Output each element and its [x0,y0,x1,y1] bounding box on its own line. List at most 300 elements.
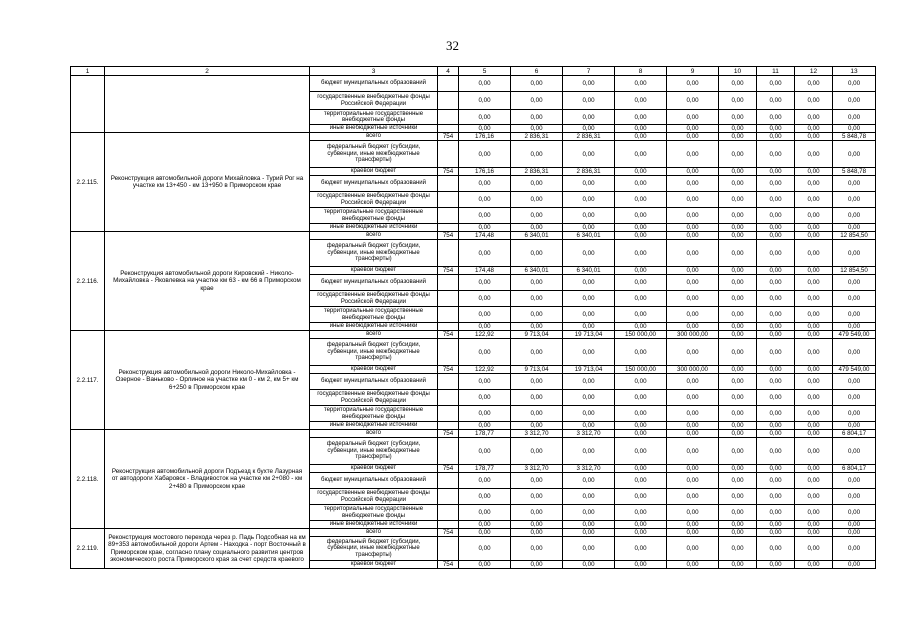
value-cell: 0,00 [615,465,667,473]
table-row [71,133,876,141]
value-cell: 0,00 [615,406,667,422]
value-cell: 0,00 [511,224,563,232]
value-cell: 0,00 [563,473,615,489]
value-cell: 0,00 [795,133,833,141]
header-cell: 10 [719,67,757,76]
funding-source: государственные внебюджетные фонды Российской Федерации [310,489,438,505]
value-cell: 0,00 [795,110,833,125]
code-cell [438,323,459,331]
value-cell: 3 312,70 [563,430,615,438]
item-name: Реконструкция автомобильной дороги Кировский - Николо-Михайловка - Яковлевка на участке км 63 - км 66 в Приморском крае [105,232,310,331]
value-cell: 0,00 [795,331,833,339]
value-cell: 0,00 [459,92,511,110]
header-cell: 9 [667,67,719,76]
funding-source: бюджет муниципальных образований [310,473,438,489]
value-cell: 0,00 [757,232,795,240]
code-cell: 754 [438,168,459,176]
value-cell: 0,00 [459,224,511,232]
value-cell: 0,00 [667,465,719,473]
value-cell: 2 836,31 [511,133,563,141]
item-name: Реконструкция автомобильной дороги Подъезд к бухте Лазурная от автодороги Хабаровск - Владивосток на участке км 2+080 - км 2+480 в Приморском крае [105,430,310,529]
value-cell: 3 312,70 [563,465,615,473]
value-cell: 0,00 [757,406,795,422]
funding-source: федеральный бюджет (субсидии, субвенции, иные межбюджетные трансферты) [310,537,438,561]
value-cell: 0,00 [719,465,757,473]
item-number: 2.2.117. [71,331,105,430]
value-cell: 0,00 [795,275,833,291]
value-cell: 0,00 [795,76,833,92]
value-cell: 479 549,00 [833,366,876,374]
value-cell: 0,00 [719,92,757,110]
value-cell: 122,92 [459,331,511,339]
value-cell: 0,00 [795,406,833,422]
funding-source: иные внебюджетные источники [310,422,438,430]
value-cell: 0,00 [563,505,615,521]
code-cell [438,422,459,430]
value-cell: 0,00 [667,76,719,92]
value-cell: 0,00 [833,141,876,168]
value-cell: 0,00 [563,561,615,569]
value-cell: 0,00 [833,224,876,232]
value-cell: 6 804,17 [833,465,876,473]
value-cell: 0,00 [833,529,876,537]
value-cell: 0,00 [795,489,833,505]
funding-source: иные внебюджетные источники [310,521,438,529]
header-cell: 13 [833,67,876,76]
value-cell: 0,00 [667,141,719,168]
value-cell: 0,00 [833,505,876,521]
value-cell: 0,00 [459,192,511,208]
code-cell [438,291,459,307]
item-number: 2.2.119. [71,529,105,569]
funding-source: краевой бюджет [310,465,438,473]
value-cell: 0,00 [459,561,511,569]
value-cell: 0,00 [615,561,667,569]
code-cell: 754 [438,232,459,240]
funding-source: иные внебюджетные источники [310,224,438,232]
value-cell: 0,00 [719,505,757,521]
value-cell: 0,00 [511,125,563,133]
value-cell: 0,00 [667,307,719,323]
code-cell: 754 [438,561,459,569]
item-name [105,76,310,133]
value-cell: 0,00 [757,275,795,291]
value-cell: 0,00 [719,275,757,291]
value-cell: 0,00 [795,232,833,240]
code-cell: 754 [438,465,459,473]
funding-source: краевой бюджет [310,267,438,275]
value-cell: 0,00 [667,339,719,366]
value-cell: 0,00 [511,505,563,521]
value-cell: 0,00 [459,176,511,192]
funding-source: территориальные государственные внебюджетные фонды [310,110,438,125]
funding-source: федеральный бюджет (субсидии, субвенции, иные межбюджетные трансферты) [310,141,438,168]
value-cell: 0,00 [511,208,563,224]
code-cell [438,110,459,125]
value-cell: 0,00 [667,438,719,465]
value-cell: 0,00 [833,307,876,323]
value-cell: 0,00 [795,561,833,569]
value-cell: 0,00 [757,521,795,529]
value-cell: 0,00 [757,505,795,521]
value-cell: 0,00 [757,489,795,505]
value-cell: 0,00 [615,168,667,176]
value-cell: 0,00 [459,307,511,323]
code-cell [438,390,459,406]
value-cell: 174,48 [459,232,511,240]
value-cell: 0,00 [615,291,667,307]
code-cell [438,275,459,291]
value-cell: 0,00 [795,323,833,331]
value-cell: 0,00 [459,489,511,505]
value-cell: 0,00 [615,208,667,224]
item-number: 2.2.115. [71,133,105,232]
code-cell [438,208,459,224]
value-cell: 0,00 [757,240,795,267]
value-cell: 0,00 [833,390,876,406]
value-cell: 0,00 [511,339,563,366]
table-row [71,529,876,537]
value-cell: 0,00 [757,366,795,374]
value-cell: 0,00 [795,422,833,430]
value-cell: 0,00 [511,141,563,168]
value-cell: 0,00 [563,110,615,125]
funding-source: всего [310,232,438,240]
value-cell: 0,00 [719,208,757,224]
value-cell: 0,00 [563,76,615,92]
value-cell: 0,00 [459,537,511,561]
value-cell: 0,00 [459,521,511,529]
value-cell: 0,00 [563,291,615,307]
value-cell: 0,00 [615,110,667,125]
value-cell: 0,00 [459,125,511,133]
value-cell: 0,00 [615,224,667,232]
value-cell: 0,00 [667,422,719,430]
value-cell: 0,00 [833,422,876,430]
value-cell: 176,16 [459,133,511,141]
header-cell: 4 [438,67,459,76]
value-cell: 0,00 [667,192,719,208]
value-cell: 0,00 [667,240,719,267]
value-cell: 0,00 [795,438,833,465]
value-cell: 0,00 [615,537,667,561]
funding-source: государственные внебюджетные фонды Российской Федерации [310,390,438,406]
value-cell: 0,00 [459,240,511,267]
value-cell: 0,00 [667,232,719,240]
value-cell: 0,00 [757,339,795,366]
value-cell: 0,00 [615,192,667,208]
value-cell: 0,00 [795,521,833,529]
value-cell: 0,00 [757,438,795,465]
value-cell: 0,00 [833,208,876,224]
value-cell: 0,00 [757,465,795,473]
value-cell: 0,00 [757,133,795,141]
value-cell: 0,00 [795,192,833,208]
code-cell [438,125,459,133]
value-cell: 6 340,01 [563,267,615,275]
value-cell: 9 713,04 [511,366,563,374]
value-cell: 0,00 [719,240,757,267]
item-name: Реконструкция автомобильной дороги Николо-Михайловка - Озерное - Ваньково - Орлиное на участке км 0 - км 2, км 5+ км 6+250 в Приморском крае [105,331,310,430]
value-cell: 300 000,00 [667,366,719,374]
value-cell: 0,00 [511,422,563,430]
value-cell: 12 854,50 [833,232,876,240]
value-cell: 12 854,50 [833,267,876,275]
value-cell: 0,00 [719,76,757,92]
value-cell: 0,00 [667,374,719,390]
value-cell: 0,00 [615,232,667,240]
header-row [71,67,876,76]
value-cell: 150 000,00 [615,331,667,339]
value-cell: 0,00 [795,374,833,390]
value-cell: 0,00 [719,561,757,569]
value-cell: 0,00 [719,110,757,125]
funding-source: государственные внебюджетные фонды Российской Федерации [310,291,438,307]
value-cell: 0,00 [615,176,667,192]
code-cell [438,192,459,208]
value-cell: 0,00 [667,275,719,291]
value-cell: 0,00 [667,537,719,561]
funding-source: всего [310,133,438,141]
page-number: 32 [446,38,459,53]
value-cell: 176,16 [459,168,511,176]
value-cell: 0,00 [719,374,757,390]
value-cell: 0,00 [719,224,757,232]
value-cell: 0,00 [511,192,563,208]
funding-source: бюджет муниципальных образований [310,176,438,192]
value-cell: 0,00 [667,406,719,422]
value-cell: 6 340,01 [511,267,563,275]
code-cell [438,339,459,366]
value-cell: 0,00 [795,224,833,232]
value-cell: 6 340,01 [511,232,563,240]
value-cell: 0,00 [615,529,667,537]
code-cell [438,92,459,110]
value-cell: 0,00 [833,291,876,307]
value-cell: 0,00 [511,537,563,561]
value-cell: 0,00 [833,192,876,208]
value-cell: 0,00 [719,125,757,133]
value-cell: 0,00 [615,339,667,366]
funding-source: краевой бюджет [310,366,438,374]
value-cell: 0,00 [615,275,667,291]
value-cell: 0,00 [459,323,511,331]
funding-source: территориальные государственные внебюджетные фонды [310,208,438,224]
value-cell: 150 000,00 [615,366,667,374]
value-cell: 0,00 [667,521,719,529]
value-cell: 0,00 [833,374,876,390]
value-cell: 0,00 [719,521,757,529]
value-cell: 0,00 [833,323,876,331]
value-cell: 0,00 [667,176,719,192]
funding-source: государственные внебюджетные фонды Российской Федерации [310,92,438,110]
value-cell: 0,00 [563,438,615,465]
value-cell: 0,00 [719,133,757,141]
code-cell [438,489,459,505]
value-cell: 0,00 [563,374,615,390]
value-cell: 0,00 [719,430,757,438]
code-cell: 754 [438,366,459,374]
value-cell: 0,00 [719,267,757,275]
value-cell: 19 713,04 [563,331,615,339]
value-cell: 0,00 [795,366,833,374]
code-cell: 754 [438,267,459,275]
code-cell [438,224,459,232]
funding-source: бюджет муниципальных образований [310,275,438,291]
value-cell: 0,00 [795,125,833,133]
value-cell: 0,00 [563,406,615,422]
value-cell: 0,00 [719,438,757,465]
value-cell: 0,00 [719,176,757,192]
funding-source: иные внебюджетные источники [310,125,438,133]
value-cell: 0,00 [719,192,757,208]
funding-source: территориальные государственные внебюджетные фонды [310,307,438,323]
value-cell: 0,00 [563,176,615,192]
value-cell: 0,00 [563,208,615,224]
value-cell: 0,00 [511,438,563,465]
value-cell: 0,00 [795,291,833,307]
value-cell: 0,00 [563,92,615,110]
value-cell: 0,00 [719,537,757,561]
value-cell: 0,00 [563,323,615,331]
value-cell: 0,00 [615,489,667,505]
value-cell: 0,00 [757,307,795,323]
value-cell: 5 848,78 [833,168,876,176]
header-cell: 6 [511,67,563,76]
value-cell: 0,00 [833,339,876,366]
value-cell: 0,00 [615,307,667,323]
header-cell: 11 [757,67,795,76]
code-cell [438,176,459,192]
funding-source: всего [310,331,438,339]
value-cell: 0,00 [795,267,833,275]
value-cell: 0,00 [719,406,757,422]
value-cell: 0,00 [757,110,795,125]
value-cell: 0,00 [615,430,667,438]
value-cell: 0,00 [719,307,757,323]
code-cell: 754 [438,133,459,141]
value-cell: 0,00 [459,473,511,489]
funding-source: краевой бюджет [310,168,438,176]
budget-table [70,66,876,569]
value-cell: 0,00 [795,208,833,224]
table-row [71,76,876,92]
funding-source: краевой бюджет [310,561,438,569]
value-cell: 0,00 [719,422,757,430]
value-cell: 0,00 [833,92,876,110]
value-cell: 0,00 [459,141,511,168]
value-cell: 0,00 [511,110,563,125]
value-cell: 0,00 [795,390,833,406]
header-cell: 8 [615,67,667,76]
value-cell: 0,00 [757,422,795,430]
value-cell: 0,00 [795,537,833,561]
code-cell [438,473,459,489]
value-cell: 0,00 [719,168,757,176]
table-row [71,430,876,438]
value-cell: 2 836,31 [511,168,563,176]
value-cell: 0,00 [667,133,719,141]
value-cell: 0,00 [459,291,511,307]
value-cell: 0,00 [719,291,757,307]
value-cell: 0,00 [615,133,667,141]
value-cell: 0,00 [667,430,719,438]
value-cell: 0,00 [719,529,757,537]
value-cell: 0,00 [563,339,615,366]
value-cell: 300 000,00 [667,331,719,339]
value-cell: 0,00 [795,307,833,323]
value-cell: 0,00 [511,489,563,505]
value-cell: 0,00 [511,176,563,192]
value-cell: 0,00 [667,291,719,307]
value-cell: 0,00 [667,125,719,133]
value-cell: 5 848,78 [833,133,876,141]
code-cell: 754 [438,529,459,537]
value-cell: 0,00 [757,76,795,92]
header-cell: 5 [459,67,511,76]
value-cell: 0,00 [511,406,563,422]
value-cell: 0,00 [563,537,615,561]
value-cell: 0,00 [615,125,667,133]
funding-source: федеральный бюджет (субсидии, субвенции, иные межбюджетные трансферты) [310,438,438,465]
value-cell: 0,00 [511,561,563,569]
code-cell [438,537,459,561]
value-cell: 0,00 [833,489,876,505]
item-name: Реконструкция автомобильной дороги Михайловка - Турий Рог на участке км 13+450 - км 13+950 в Приморском крае [105,133,310,232]
value-cell: 3 312,70 [511,430,563,438]
value-cell: 0,00 [459,505,511,521]
value-cell: 6 340,01 [563,232,615,240]
code-cell [438,76,459,92]
value-cell: 0,00 [563,224,615,232]
value-cell: 0,00 [459,76,511,92]
value-cell: 0,00 [511,240,563,267]
value-cell: 0,00 [667,110,719,125]
value-cell: 0,00 [757,125,795,133]
value-cell: 0,00 [757,331,795,339]
value-cell: 0,00 [757,224,795,232]
value-cell: 0,00 [459,275,511,291]
funding-source: всего [310,430,438,438]
value-cell: 0,00 [795,465,833,473]
value-cell: 0,00 [459,438,511,465]
value-cell: 0,00 [833,76,876,92]
value-cell: 0,00 [667,92,719,110]
value-cell: 0,00 [795,473,833,489]
funding-source: федеральный бюджет (субсидии, субвенции, иные межбюджетные трансферты) [310,240,438,267]
value-cell: 6 804,17 [833,430,876,438]
value-cell: 0,00 [563,390,615,406]
value-cell: 0,00 [667,267,719,275]
value-cell: 0,00 [795,430,833,438]
value-cell: 0,00 [615,240,667,267]
value-cell: 0,00 [757,92,795,110]
funding-source: территориальные государственные внебюджетные фонды [310,406,438,422]
value-cell: 3 312,70 [511,465,563,473]
value-cell: 2 836,31 [563,168,615,176]
value-cell: 0,00 [667,208,719,224]
funding-source: иные внебюджетные источники [310,323,438,331]
item-number: 2.2.118. [71,430,105,529]
value-cell: 0,00 [459,374,511,390]
code-cell: 754 [438,331,459,339]
header-cell: 7 [563,67,615,76]
value-cell: 0,00 [757,529,795,537]
code-cell [438,240,459,267]
value-cell: 0,00 [615,374,667,390]
code-cell [438,307,459,323]
value-cell: 0,00 [511,291,563,307]
